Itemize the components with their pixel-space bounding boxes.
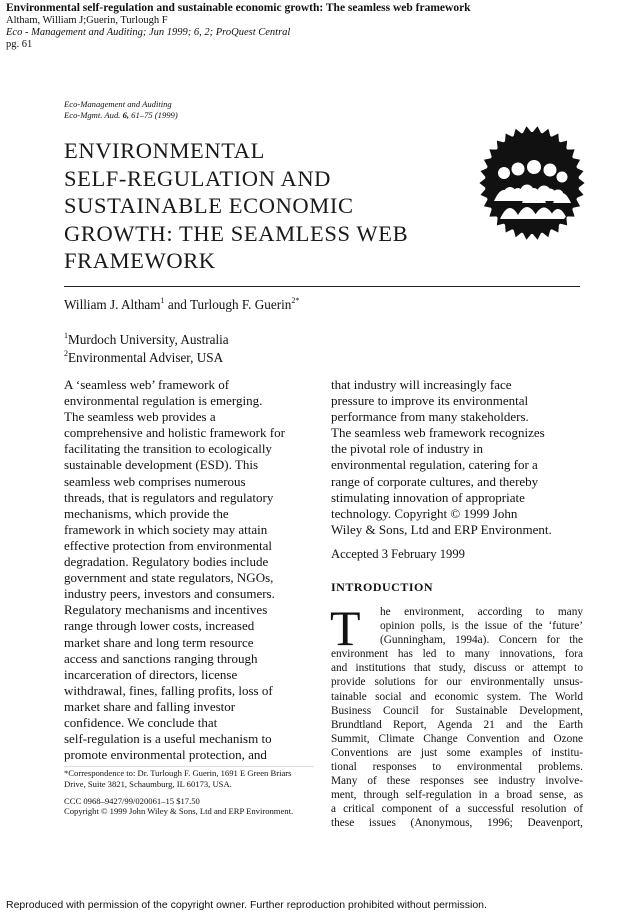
journal-citation: [64, 110, 178, 121]
affiliations: [64, 331, 229, 367]
text-line: ment, through self-regulation in a broad sense, as: [331, 789, 583, 802]
text-line: and institutions that study, discuss or attempt to: [331, 662, 583, 675]
text-line: market share and falling investor: [64, 698, 236, 714]
footnotes: [64, 768, 293, 817]
text-line: Conventions are just some examples of institu-: [331, 746, 583, 759]
journal-abbrev: Eco-Mgmt. Aud.: [64, 110, 121, 120]
title-line: GROWTH: THE SEAMLESS WEB: [64, 220, 409, 246]
affiliation-2: $^2$Environmental Adviser, USA: [64, 349, 224, 365]
text-line: access and sanctions ranging through: [64, 650, 258, 666]
footnote-divider: [64, 766, 314, 767]
title-line: SELF-REGULATION AND: [64, 165, 332, 191]
text-line: government and state regulators, NGOs,: [64, 570, 274, 586]
text-line: threads, that is regulators and regulatory: [64, 489, 274, 505]
text-line: that industry will increasingly face: [331, 377, 512, 392]
affiliation-2-mark: 2: [64, 349, 68, 358]
reproduction-notice: Reproduced with permission of the copyright owner. Further reproduction prohibited without permission.: [6, 899, 487, 911]
author-line: [64, 296, 299, 314]
text-line: Brundtland Report, Agenda 21 and the Earth: [331, 718, 583, 731]
text-line: pressure to improve its environmental: [331, 393, 529, 409]
text-line: these issues (Anonymous, 1996; Deavenport,: [331, 817, 583, 830]
text-line: Regulatory mechanisms and incentives: [64, 602, 268, 618]
text-line: Summit, Climate Change Convention and Ozone: [331, 732, 583, 745]
text-line: opinion polls, is the issue of the ‘future’: [380, 620, 583, 633]
text-line: comprehensive and holistic framework for: [64, 425, 285, 441]
document-source: Eco - Management and Auditing; Jun 1999; 6, 2; ProQuest Central: [6, 27, 291, 38]
text-line: environment has led to many innovations, fora: [331, 648, 583, 661]
introduction-text: [330, 600, 583, 831]
affiliation-1-mark: 1: [64, 331, 68, 340]
text-line: a critical component of a successful resolution of: [331, 803, 583, 816]
text-line: tainable social and economic system. The World: [331, 690, 583, 703]
text-line: The seamless web framework recognizes: [331, 425, 545, 441]
text-line: industry peers, investors and consumers.: [64, 586, 275, 602]
erp-crowd-logo: [472, 121, 592, 245]
text-line: confidence. We conclude that: [64, 714, 218, 730]
document-title: Environmental self-regulation and sustainable economic growth: The seamless web framework: [6, 2, 471, 14]
text-line: market share and long term resource: [64, 634, 254, 650]
journal-volume: 6,: [122, 110, 130, 120]
correspondence-line: *Correspondence to: Dr. Turlough F. Guerin, 1691 E Green Briars: [64, 768, 292, 778]
text-line: tional responses to environmental problems.: [331, 761, 583, 774]
text-line: environmental regulation, catering for a: [331, 457, 538, 473]
text-line: seamless web comprises numerous: [64, 473, 246, 489]
text-line: (Gunningham, 1994a). Concern for the: [380, 634, 583, 647]
abstract-right-column: [331, 377, 581, 538]
section-heading-introduction: INTRODUCTION: [331, 580, 434, 594]
text-line: degradation. Regulatory bodies include: [64, 554, 269, 570]
title-line: ENVIRONMENTAL: [64, 138, 265, 163]
text-line: stimulating innovation of appropriate: [331, 489, 525, 505]
text-line: provide solutions for our environmentally unsus-: [331, 676, 583, 689]
journal-pages: 61–75 (1999): [131, 110, 178, 120]
document-page: pg. 61: [6, 39, 33, 50]
text-line: technology. Copyright © 1999 John: [331, 505, 518, 521]
text-line: promote environmental protection, and: [64, 747, 267, 763]
text-line: he environment, according to many: [380, 606, 583, 618]
author-conjunction: and: [167, 297, 187, 312]
text-line: The seamless web provides a: [64, 409, 216, 425]
title-line: SUSTAINABLE ECONOMIC: [64, 193, 354, 218]
text-line: withdrawal, fines, falling profits, loss of: [64, 682, 273, 698]
text-line: self-regulation is a useful mechanism to: [64, 731, 272, 747]
copyright-line: Copyright © 1999 John Wiley & Sons, Ltd and ERP Environment.: [64, 806, 294, 817]
document-authors: Altham, William J;Guerin, Turlough F: [6, 15, 168, 26]
text-line: range through lower costs, increased: [64, 618, 255, 634]
text-line: Wiley & Sons, Ltd and ERP Environment.: [331, 521, 552, 537]
text-line: Many of these responses see industry involve-: [331, 775, 583, 788]
document-metadata: [6, 2, 471, 51]
correspondence-address: Drive, Suite 3821, Schaumburg, IL 60173, USA.: [64, 778, 232, 789]
text-line: effective protection from environmental: [64, 537, 273, 553]
title-line: FRAMEWORK: [64, 248, 216, 273]
text-line: performance from many stakeholders.: [331, 409, 529, 425]
affiliation-1: $^1$Murdoch University, Australia: [64, 331, 229, 347]
text-line: incarceration of directors, license: [64, 666, 238, 682]
text-line: range of corporate cultures, and thereby: [331, 473, 539, 489]
title-divider: [64, 286, 580, 287]
accepted-date: Accepted 3 February 1999: [331, 547, 465, 561]
journal-name: Eco-Management and Auditing: [64, 99, 172, 109]
text-line: A ‘seamless web’ framework of: [64, 377, 230, 392]
article-title: [64, 137, 464, 275]
text-line: Business Council for Sustainable Development,: [331, 704, 583, 717]
text-line: the pivotal role of industry in: [331, 441, 484, 457]
abstract-left-column: [64, 377, 314, 763]
text-line: facilitating the transition to ecologically: [64, 441, 272, 457]
author-1-affiliation-mark: 1: [160, 296, 165, 305]
author-2-affiliation-mark: 2*: [291, 296, 300, 305]
journal-reference: [64, 99, 178, 121]
text-line: framework in which society may attain: [64, 521, 268, 537]
author-2: Turlough F. Guerin: [189, 297, 292, 312]
text-line: sustainable development (ESD). This: [64, 457, 259, 473]
author-1: William J. Altham: [64, 297, 161, 312]
drop-cap: T: [330, 600, 361, 656]
text-line: environmental regulation is emerging.: [64, 393, 263, 409]
ccc-code: CCC 0968–9427/99/020061–15 $17.50: [64, 795, 200, 806]
text-line: mechanisms, which provide the: [64, 505, 229, 521]
